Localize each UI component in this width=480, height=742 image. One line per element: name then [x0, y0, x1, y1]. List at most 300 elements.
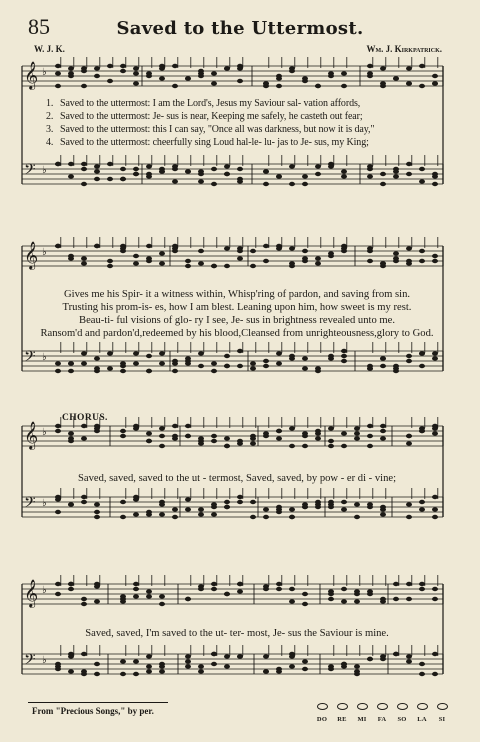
- bass-clef-icon: 𝄢: [24, 348, 36, 369]
- note-head: [302, 431, 308, 435]
- note-head: [159, 76, 165, 80]
- note-head: [81, 597, 87, 601]
- note-head: [224, 500, 230, 504]
- note-head: [315, 369, 321, 373]
- note-head: [198, 351, 204, 355]
- note-head: [406, 654, 412, 658]
- author-credit: W. J. K.: [34, 44, 65, 54]
- note-head: [393, 597, 399, 601]
- note-head: [55, 84, 61, 88]
- note-head: [159, 664, 165, 668]
- note-head: [328, 664, 334, 668]
- note-head: [94, 177, 100, 181]
- note-head: [419, 167, 425, 171]
- note-head: [237, 654, 243, 658]
- note-head: [315, 84, 321, 88]
- solfa-mi: MI: [354, 697, 370, 723]
- note-head: [94, 515, 100, 519]
- note-head: [250, 515, 256, 519]
- note-head: [276, 436, 282, 440]
- note-head: [237, 439, 243, 443]
- bass-clef-icon: 𝄢: [24, 494, 36, 515]
- note-head: [159, 512, 165, 516]
- hymn-number: 85: [28, 14, 50, 39]
- note-head: [419, 84, 425, 88]
- note-head: [81, 261, 87, 265]
- note-head: [406, 81, 412, 85]
- note-head: [211, 71, 217, 75]
- note-head: [224, 364, 230, 368]
- note-head: [172, 167, 178, 171]
- note-head: [120, 659, 126, 663]
- note-head: [328, 71, 334, 75]
- note-head: [211, 81, 217, 85]
- note-head: [367, 657, 373, 661]
- note-head: [354, 672, 360, 676]
- chorus-lyric-2: Saved, saved, I'm saved to the ut- ter- most, Je- sus the Saviour is mine.: [85, 628, 389, 639]
- note-head: [367, 434, 373, 438]
- note-head: [406, 659, 412, 663]
- note-head: [94, 510, 100, 514]
- note-head: [237, 589, 243, 593]
- note-head: [419, 500, 425, 504]
- note-head: [406, 434, 412, 438]
- flat-icon: ♭: [42, 165, 47, 176]
- note-head: [341, 662, 347, 666]
- note-head: [120, 177, 126, 181]
- note-head: [81, 162, 87, 166]
- note-head: [68, 66, 74, 70]
- note-head: [406, 354, 412, 358]
- note-head: [276, 587, 282, 591]
- treble-clef-icon: 𝄞: [24, 579, 39, 607]
- note-head: [224, 505, 230, 509]
- note-head: [263, 169, 269, 173]
- note-head: [224, 164, 230, 168]
- note-head: [367, 259, 373, 263]
- note-head: [341, 587, 347, 591]
- note-head: [107, 64, 113, 68]
- note-head: [419, 507, 425, 511]
- note-head: [68, 582, 74, 586]
- note-icon: [417, 703, 428, 710]
- note-head: [120, 64, 126, 68]
- note-head: [367, 502, 373, 506]
- note-head: [237, 582, 243, 586]
- note-head: [81, 436, 87, 440]
- note-head: [380, 264, 386, 268]
- flat-icon: ♭: [42, 585, 47, 596]
- note-head: [289, 664, 295, 668]
- note-head: [146, 439, 152, 443]
- note-head: [185, 507, 191, 511]
- note-head: [172, 244, 178, 248]
- note-head: [185, 169, 191, 173]
- note-head: [419, 672, 425, 676]
- note-head: [107, 351, 113, 355]
- note-head: [237, 495, 243, 499]
- note-head: [276, 669, 282, 673]
- note-head: [133, 426, 139, 430]
- note-head: [367, 164, 373, 168]
- note-head: [55, 244, 61, 248]
- note-head: [172, 507, 178, 511]
- note-head: [302, 667, 308, 671]
- note-head: [263, 515, 269, 519]
- solfa-la: LA: [414, 697, 430, 723]
- note-head: [224, 354, 230, 358]
- note-head: [185, 664, 191, 668]
- note-head: [315, 436, 321, 440]
- note-head: [133, 71, 139, 75]
- note-head: [263, 244, 269, 248]
- note-head: [185, 76, 191, 80]
- note-head: [224, 246, 230, 250]
- note-head: [68, 587, 74, 591]
- note-head: [354, 664, 360, 668]
- note-head: [367, 249, 373, 253]
- note-head: [289, 654, 295, 658]
- note-head: [367, 71, 373, 75]
- note-head: [237, 79, 243, 83]
- note-head: [94, 244, 100, 248]
- note-head: [237, 500, 243, 504]
- note-head: [419, 587, 425, 591]
- lyric-line-4: Ransom'd and pardon'd,redeemed by his blood,Cleansed from unrighteousness,glory to God.: [40, 328, 434, 339]
- note-head: [432, 259, 438, 263]
- bass-clef-icon: 𝄢: [24, 651, 36, 672]
- note-head: [81, 424, 87, 428]
- note-head: [432, 356, 438, 360]
- note-head: [133, 582, 139, 586]
- note-head: [380, 505, 386, 509]
- note-head: [198, 669, 204, 673]
- note-head: [393, 256, 399, 260]
- solfa-re: RE: [334, 697, 350, 723]
- note-head: [68, 502, 74, 506]
- note-head: [211, 439, 217, 443]
- note-head: [68, 361, 74, 365]
- note-head: [237, 349, 243, 353]
- note-head: [406, 597, 412, 601]
- note-head: [328, 597, 334, 601]
- note-head: [68, 254, 74, 258]
- note-head: [185, 497, 191, 501]
- note-head: [367, 366, 373, 370]
- note-head: [120, 69, 126, 73]
- note-head: [81, 84, 87, 88]
- note-head: [406, 582, 412, 586]
- note-head: [419, 662, 425, 666]
- note-head: [172, 84, 178, 88]
- note-head: [107, 79, 113, 83]
- note-head: [172, 179, 178, 183]
- note-head: [406, 441, 412, 445]
- note-head: [120, 246, 126, 250]
- note-head: [198, 439, 204, 443]
- note-head: [237, 256, 243, 260]
- note-head: [432, 182, 438, 186]
- note-head: [315, 164, 321, 168]
- note-head: [94, 369, 100, 373]
- note-head: [55, 662, 61, 666]
- note-head: [198, 74, 204, 78]
- note-head: [94, 662, 100, 666]
- note-head: [185, 259, 191, 263]
- note-head: [393, 251, 399, 255]
- note-icon: [377, 703, 388, 710]
- footer-rule: [28, 702, 168, 703]
- note-head: [432, 351, 438, 355]
- flat-icon: ♭: [42, 247, 47, 258]
- note-head: [120, 500, 126, 504]
- note-head: [328, 505, 334, 509]
- note-head: [237, 167, 243, 171]
- note-head: [211, 587, 217, 591]
- note-head: [146, 431, 152, 435]
- treble-clef-icon: 𝄞: [24, 61, 39, 89]
- note-icon: [317, 703, 328, 710]
- note-head: [419, 64, 425, 68]
- note-head: [328, 254, 334, 258]
- note-head: [289, 182, 295, 186]
- note-head: [81, 672, 87, 676]
- note-head: [380, 436, 386, 440]
- note-head: [94, 74, 100, 78]
- note-head: [68, 654, 74, 658]
- note-head: [237, 66, 243, 70]
- note-head: [159, 261, 165, 265]
- note-head: [237, 364, 243, 368]
- note-head: [68, 162, 74, 166]
- bass-clef-icon: 𝄢: [24, 161, 36, 182]
- note-head: [211, 369, 217, 373]
- note-head: [380, 429, 386, 433]
- note-head: [224, 592, 230, 596]
- hymn-title: Saved to the Uttermost.: [116, 18, 364, 39]
- note-head: [393, 652, 399, 656]
- note-head: [237, 179, 243, 183]
- note-head: [354, 599, 360, 603]
- note-head: [133, 672, 139, 676]
- note-head: [94, 672, 100, 676]
- note-head: [159, 351, 165, 355]
- note-head: [81, 182, 87, 186]
- flat-icon: ♭: [42, 655, 47, 666]
- note-head: [341, 169, 347, 173]
- note-head: [159, 169, 165, 173]
- note-head: [302, 444, 308, 448]
- note-head: [81, 500, 87, 504]
- note-head: [81, 351, 87, 355]
- note-head: [419, 364, 425, 368]
- note-head: [250, 366, 256, 370]
- note-head: [107, 177, 113, 181]
- note-head: [419, 429, 425, 433]
- solfa-do: DO: [314, 697, 330, 723]
- note-head: [107, 259, 113, 263]
- note-head: [341, 507, 347, 511]
- note-head: [406, 502, 412, 506]
- note-head: [406, 162, 412, 166]
- treble-clef-icon: 𝄞: [24, 241, 39, 269]
- note-head: [302, 79, 308, 83]
- note-head: [341, 599, 347, 603]
- note-head: [263, 669, 269, 673]
- note-head: [211, 502, 217, 506]
- note-head: [367, 64, 373, 68]
- solfa-so: SO: [394, 697, 410, 723]
- note-head: [250, 436, 256, 440]
- note-head: [55, 582, 61, 586]
- note-head: [263, 182, 269, 186]
- note-head: [289, 507, 295, 511]
- note-icon: [357, 703, 368, 710]
- note-head: [133, 361, 139, 365]
- note-head: [354, 426, 360, 430]
- note-head: [406, 172, 412, 176]
- solfa-legend: [314, 697, 450, 723]
- note-head: [211, 182, 217, 186]
- note-head: [341, 354, 347, 358]
- note-head: [289, 587, 295, 591]
- note-head: [211, 582, 217, 586]
- note-head: [380, 364, 386, 368]
- note-head: [224, 66, 230, 70]
- note-head: [432, 254, 438, 258]
- note-head: [289, 599, 295, 603]
- note-head: [107, 264, 113, 268]
- source-footnote: From "Precious Songs," by per.: [32, 706, 154, 716]
- note-head: [211, 652, 217, 656]
- note-head: [341, 71, 347, 75]
- note-head: [146, 164, 152, 168]
- note-head: [133, 81, 139, 85]
- note-head: [146, 172, 152, 176]
- note-head: [146, 654, 152, 658]
- note-head: [406, 261, 412, 265]
- note-head: [276, 84, 282, 88]
- note-head: [276, 429, 282, 433]
- note-head: [146, 594, 152, 598]
- note-head: [250, 361, 256, 365]
- solfa-si: SI: [434, 697, 450, 723]
- lyric-line-3: Beau-ti- ful visions of glo- ry I see, Je- sus in brightness revealed unto me.: [79, 315, 395, 326]
- note-head: [198, 664, 204, 668]
- note-head: [406, 515, 412, 519]
- note-head: [419, 179, 425, 183]
- note-head: [432, 174, 438, 178]
- note-head: [185, 264, 191, 268]
- note-head: [133, 254, 139, 258]
- note-head: [81, 256, 87, 260]
- note-head: [68, 369, 74, 373]
- note-head: [341, 444, 347, 448]
- note-head: [341, 84, 347, 88]
- note-head: [211, 434, 217, 438]
- note-head: [302, 366, 308, 370]
- note-head: [302, 182, 308, 186]
- note-head: [94, 502, 100, 506]
- note-head: [68, 431, 74, 435]
- note-head: [185, 659, 191, 663]
- note-head: [172, 361, 178, 365]
- note-head: [172, 64, 178, 68]
- note-head: [211, 512, 217, 516]
- note-head: [133, 587, 139, 591]
- note-head: [172, 424, 178, 428]
- note-head: [419, 259, 425, 263]
- flat-icon: ♭: [42, 352, 47, 363]
- chorus-lyric-1: Saved, saved, saved to the ut - termost, Saved, saved, by pow - er di - vine;: [77, 473, 397, 484]
- note-head: [315, 172, 321, 176]
- note-head: [380, 424, 386, 428]
- note-head: [341, 349, 347, 353]
- note-head: [237, 249, 243, 253]
- note-head: [302, 592, 308, 596]
- note-head: [172, 515, 178, 519]
- note-head: [302, 356, 308, 360]
- note-head: [341, 174, 347, 178]
- note-head: [120, 434, 126, 438]
- note-head: [81, 167, 87, 171]
- note-head: [55, 592, 61, 596]
- note-head: [159, 434, 165, 438]
- note-head: [55, 71, 61, 75]
- note-head: [289, 354, 295, 358]
- note-head: [198, 584, 204, 588]
- note-head: [419, 351, 425, 355]
- note-head: [224, 444, 230, 448]
- note-head: [289, 515, 295, 519]
- note-head: [406, 359, 412, 363]
- note-head: [185, 424, 191, 428]
- chorus-label: CHORUS.: [62, 413, 108, 423]
- note-head: [211, 361, 217, 365]
- note-head: [328, 354, 334, 358]
- note-head: [432, 515, 438, 519]
- note-head: [328, 162, 334, 166]
- note-head: [120, 369, 126, 373]
- note-head: [380, 356, 386, 360]
- note-head: [393, 76, 399, 80]
- note-head: [120, 672, 126, 676]
- note-head: [68, 74, 74, 78]
- note-head: [276, 174, 282, 178]
- note-head: [81, 66, 87, 70]
- note-head: [185, 597, 191, 601]
- verse-line-2: 2. Saved to the uttermost: Je- sus is near, Keeping me safely, he casteth out fear;: [46, 111, 363, 122]
- note-head: [302, 174, 308, 178]
- note-head: [302, 249, 308, 253]
- note-head: [198, 512, 204, 516]
- note-icon: [337, 703, 348, 710]
- note-head: [55, 424, 61, 428]
- note-head: [120, 361, 126, 365]
- lyric-line-1: Gives me his Spir- it a witness within, Whisp'ring of pardon, and saving from sin.: [63, 289, 411, 300]
- note-head: [55, 495, 61, 499]
- note-head: [406, 66, 412, 70]
- note-head: [159, 500, 165, 504]
- note-head: [432, 672, 438, 676]
- note-head: [419, 249, 425, 253]
- note-head: [211, 167, 217, 171]
- note-head: [276, 351, 282, 355]
- note-head: [146, 510, 152, 514]
- note-head: [276, 361, 282, 365]
- note-head: [276, 507, 282, 511]
- note-head: [432, 426, 438, 430]
